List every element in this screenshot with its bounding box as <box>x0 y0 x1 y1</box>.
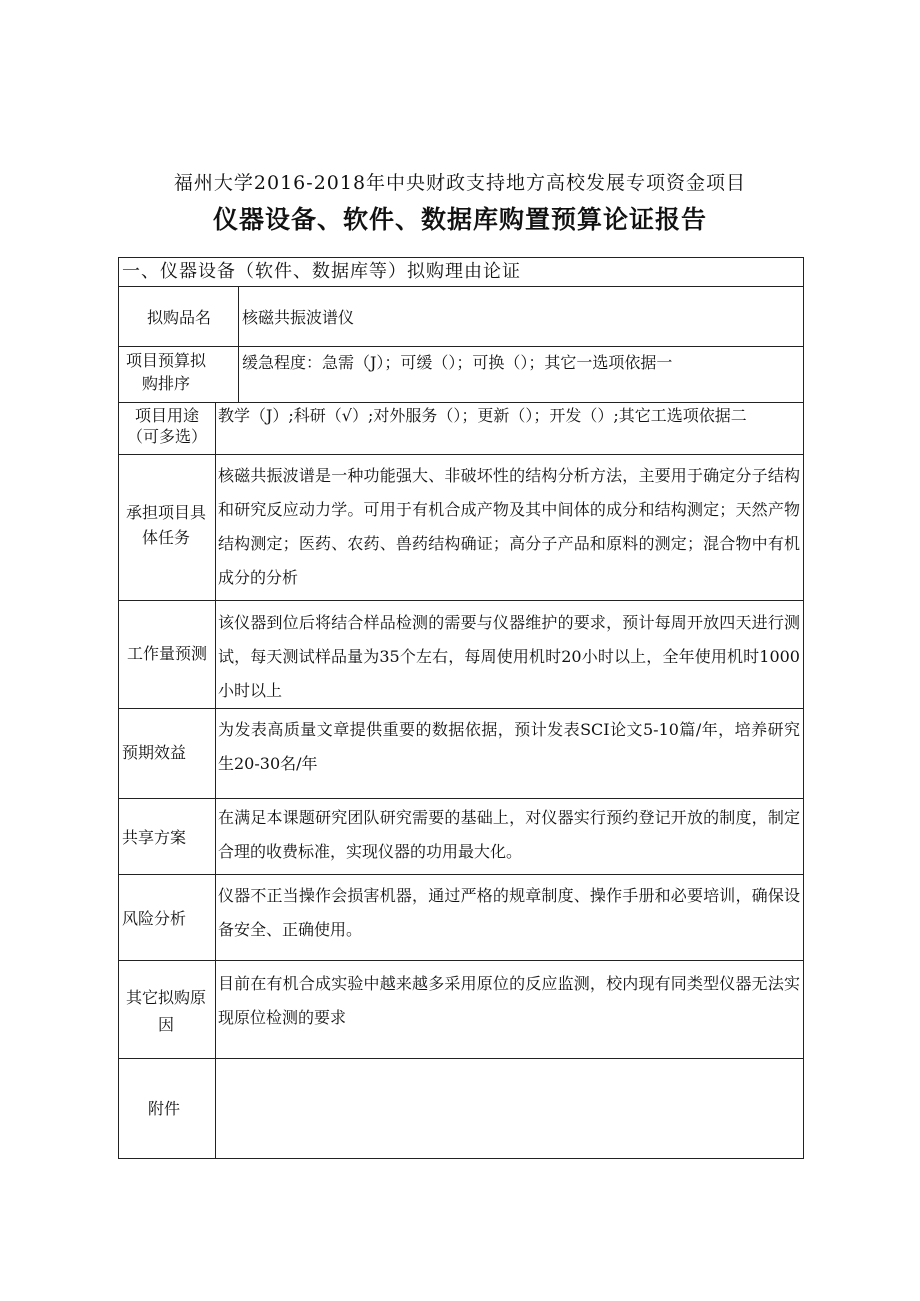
value-budget-priority: 缓急程度：急需（J）；可缓（）；可换（）；其它一选项依据一 <box>242 353 673 372</box>
row-divider <box>118 346 804 347</box>
value-other-reasons: 目前在有机合成实验中越来越多采用原位的反应监测，校内现有同类型仪器无法实现原位检测的要求 <box>218 974 800 1027</box>
justification-table <box>118 257 804 1159</box>
value-project-use: 教学（J）;科研（√）;对外服务（）；更新（）；开发（）;其它工选项依据二 <box>218 406 747 425</box>
label-project-tasks: 承担项目具体任务 <box>125 503 206 547</box>
row-divider <box>118 1058 804 1059</box>
value-attachments[interactable] <box>218 1063 800 1153</box>
row-divider <box>118 874 804 875</box>
table-border-left <box>118 257 119 1159</box>
label-other-reasons: 其它拟购原因 <box>125 988 206 1034</box>
value-workload-forecast: 该仪器到位后将结合样品检测的需要与仪器维护的要求，预计每周开放四天进行测试，每天测试样品量为35个左右，每周使用机时20小时以上，全年使用机时1000小时以上 <box>218 613 800 700</box>
label-risk-analysis: 风险分析 <box>121 909 186 928</box>
row-divider <box>118 960 804 961</box>
value-expected-benefits: 为发表高质量文章提供重要的数据依据，预计发表SCI论文5-10篇/年，培养研究生20-30名/年 <box>218 720 800 773</box>
label-workload-forecast: 工作量预测 <box>126 644 207 663</box>
column-divider <box>215 402 216 1159</box>
value-project-tasks: 核磁共振波谱是一种功能强大、非破坏性的结构分析方法，主要用于确定分子结构和研究反应动力学。可用于有机合成产物及其中间体的成分和结构测定；天然产物结构测定；医药、农药、兽药结构确证；高分子产品和原料的测定；混合物中有机成分的分析 <box>218 466 800 587</box>
label-sharing-plan: 共享方案 <box>121 828 186 847</box>
label-attachments: 附件 <box>147 1099 180 1118</box>
section-heading: 一、仪器设备（软件、数据库等）拟购理由论证 <box>122 261 521 282</box>
label-item-name: 拟购品名 <box>146 308 211 327</box>
label-expected-benefits: 预期效益 <box>121 743 186 762</box>
column-divider <box>238 286 239 403</box>
row-divider <box>118 798 804 799</box>
row-divider <box>118 454 804 455</box>
value-sharing-plan: 在满足本课题研究团队研究需要的基础上，对仪器实行预约登记开放的制度，制定合理的收费标准，实现仪器的功用最大化。 <box>218 808 800 861</box>
report-title: 仪器设备、软件、数据库购置预算论证报告 <box>212 205 707 234</box>
label-project-use: 项目用途（可多选） <box>126 406 207 446</box>
label-budget-priority: 项目预算拟购排序 <box>125 351 206 393</box>
value-item-name: 核磁共振波谱仪 <box>242 308 355 327</box>
row-divider <box>118 600 804 601</box>
table-border-right <box>803 257 804 1159</box>
table-border-bottom <box>118 1158 804 1159</box>
row-divider <box>118 708 804 709</box>
report-subtitle: 福州大学2016-2018年中央财政支持地方高校发展专项资金项目 <box>173 172 747 194</box>
value-risk-analysis: 仪器不正当操作会损害机器，通过严格的规章制度、操作手册和必要培训，确保设备安全、正确使用。 <box>218 886 800 939</box>
